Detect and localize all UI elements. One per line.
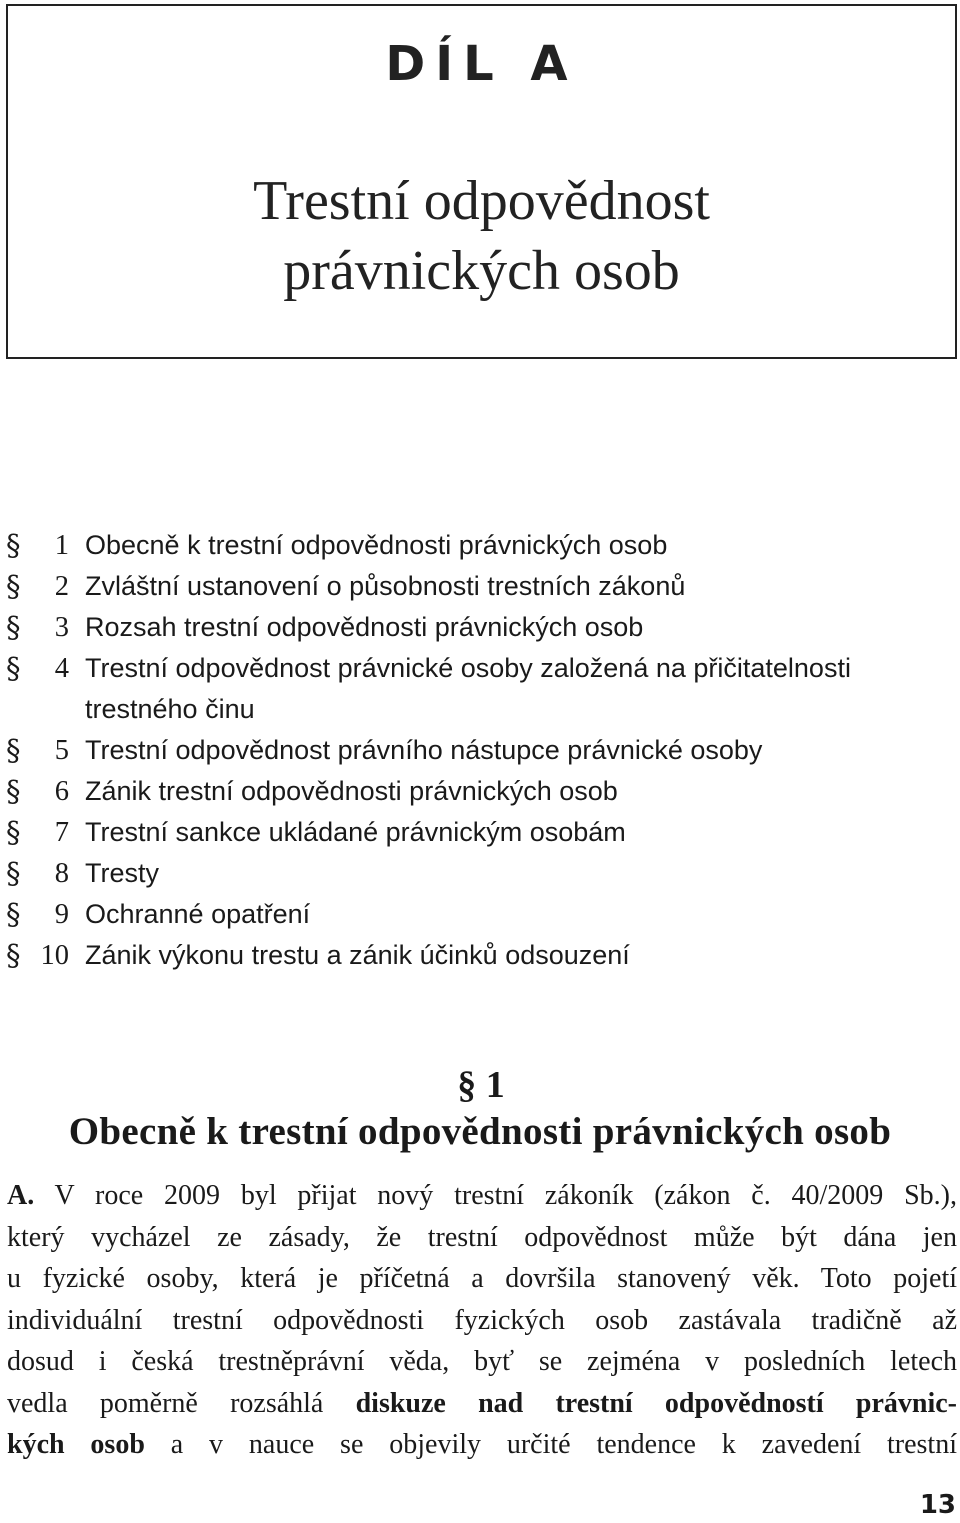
text-run: u fyzické osoby, která je příčetná a dovršila stanovený věk. Toto pojetí	[7, 1263, 957, 1294]
section-symbol: §	[6, 815, 21, 849]
section-symbol: §	[6, 610, 21, 644]
toc-item	[0, 894, 960, 935]
section-symbol: §	[6, 938, 21, 972]
toc-item-number: 8	[54, 858, 69, 889]
section-symbol: §	[6, 569, 21, 603]
toc-item-text-line: Zvláštní ustanovení o působnosti trestních zákonů	[85, 571, 686, 601]
section-heading	[0, 1062, 960, 1156]
toc-item-text-line: Trestní odpovědnost právního nástupce právnické osoby	[85, 735, 763, 765]
toc-item-number: 6	[54, 776, 69, 807]
toc-item-number: 5	[54, 735, 69, 766]
section-number: § 1	[457, 1064, 505, 1106]
toc-item-text-line: Zánik výkonu trestu a zánik účinků odsouzení	[85, 940, 630, 970]
toc-item-text	[85, 853, 955, 894]
section-symbol: §	[6, 528, 21, 562]
section-title: Obecně k trestní odpovědnosti právnických osob	[68, 1110, 892, 1153]
toc-item-text	[85, 812, 955, 853]
text-run: V roce 2009 byl přijat nový trestní zákoník (zákon č. 40/2009 Sb.),	[34, 1180, 957, 1211]
toc-item-number: 10	[40, 940, 69, 971]
toc-item	[0, 525, 960, 566]
text-run: který vycházel ze zásady, že trestní odpovědnost může být dána jen	[7, 1221, 957, 1253]
toc-item-text	[85, 566, 955, 607]
part-title-line-2: právnických osob	[283, 240, 680, 302]
toc-item-text-line: Ochranné opatření	[85, 899, 311, 929]
toc-item-text-line: Tresty	[85, 858, 159, 888]
toc-item-text	[85, 894, 955, 935]
toc-item	[0, 648, 960, 730]
part-title-line-1: Trestní odpovědnost	[253, 170, 710, 232]
part-label: DÍL A	[385, 36, 578, 92]
title-box	[6, 4, 957, 359]
toc-item	[0, 853, 960, 894]
bold-text: diskuze nad trestní odpovědností právnic-	[355, 1387, 957, 1419]
toc-item-text	[85, 525, 955, 566]
body-line	[7, 1341, 957, 1383]
section-symbol: §	[6, 856, 21, 890]
body-line	[7, 1175, 957, 1217]
text-run: individuální trestní odpovědnosti fyzických osob zastávala tradičně až	[7, 1304, 957, 1336]
section-symbol: §	[6, 733, 21, 767]
toc-item	[0, 730, 960, 771]
toc-item-number: 4	[54, 653, 69, 684]
toc-item-number: 2	[54, 571, 69, 602]
table-of-contents	[0, 525, 960, 976]
body-line	[7, 1217, 957, 1259]
toc-item	[0, 771, 960, 812]
toc-item	[0, 566, 960, 607]
body-line	[7, 1383, 957, 1425]
toc-item-text-line: trestného činu	[85, 694, 255, 724]
toc-item-text-line: Trestní odpovědnost právnické osoby založená na přičitatelnosti	[85, 653, 851, 683]
body-line	[7, 1258, 957, 1300]
page-number: 13	[919, 1490, 956, 1520]
toc-item	[0, 607, 960, 648]
toc-item-text-line: Zánik trestní odpovědnosti právnických osob	[85, 776, 618, 806]
bold-text: kých osob	[7, 1429, 145, 1460]
bold-text: A.	[7, 1180, 35, 1211]
toc-item-number: 1	[54, 530, 69, 561]
toc-item-text-line: Obecně k trestní odpovědnosti právnických osob	[85, 530, 668, 560]
section-symbol: §	[6, 651, 21, 685]
toc-item-text	[85, 730, 955, 771]
part-title	[8, 166, 955, 306]
text-run: dosud i česká trestněprávní věda, byť se zejména v posledních letech	[7, 1346, 957, 1377]
toc-item-text	[85, 607, 955, 648]
section-symbol: §	[6, 774, 21, 808]
toc-item-text	[85, 771, 955, 812]
toc-item-text	[85, 935, 955, 976]
toc-item-number: 9	[54, 899, 69, 930]
toc-item-text	[85, 648, 955, 730]
section-symbol: §	[6, 897, 21, 931]
body-line	[7, 1424, 957, 1466]
text-run: vedla poměrně rozsáhlá	[7, 1387, 356, 1419]
toc-item	[0, 935, 960, 976]
text-run: a v nauce se objevily určité tendence k zavedení trestní	[144, 1429, 957, 1460]
toc-item-number: 7	[54, 817, 69, 848]
toc-item-text-line: Trestní sankce ukládané právnickým osobám	[85, 817, 626, 847]
body-line	[7, 1300, 957, 1342]
toc-item	[0, 812, 960, 853]
toc-item-number: 3	[54, 612, 69, 643]
toc-item-text-line: Rozsah trestní odpovědnosti právnických osob	[85, 612, 644, 642]
body-text	[7, 1175, 957, 1466]
